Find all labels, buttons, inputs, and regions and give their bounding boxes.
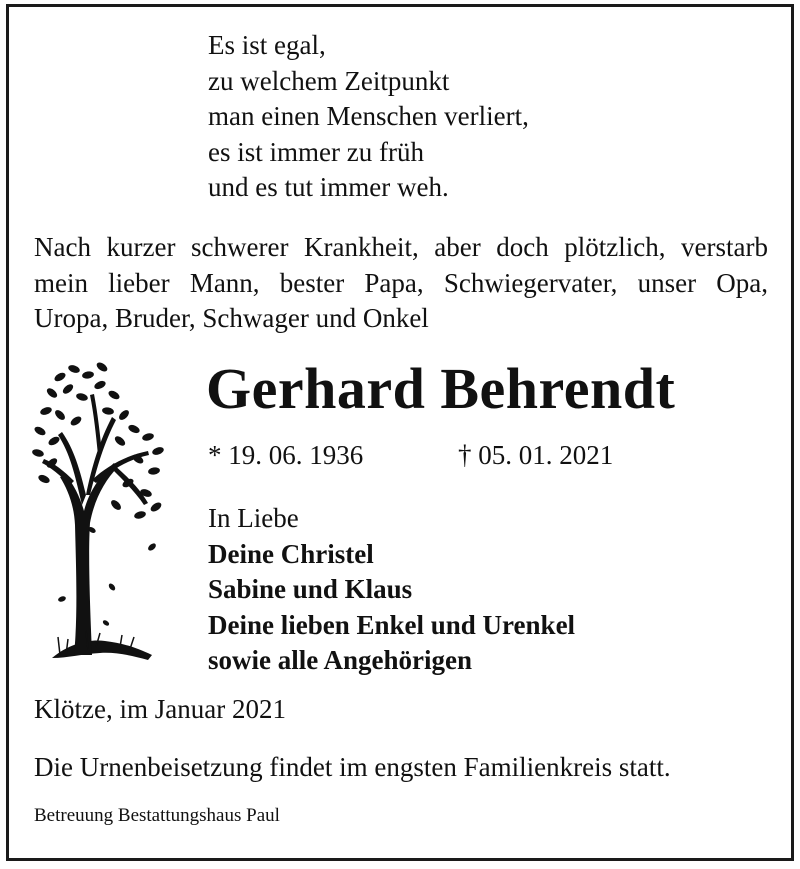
undertaker-credit: Betreuung Bestattungshaus Paul — [34, 805, 280, 826]
signers-opening: In Liebe — [208, 503, 299, 533]
signer-name: sowie alle Angehörigen — [208, 645, 472, 675]
tree-icon — [30, 355, 180, 665]
intro-line: Uropa, Bruder, Schwager und Onkel — [34, 303, 429, 333]
place-date: Klötze, im Januar 2021 — [34, 694, 286, 724]
intro-line: Nach kurzer schwerer Krankheit, aber doch plötzlich, verstarb — [34, 232, 768, 262]
signers — [208, 501, 575, 679]
intro-line: mein lieber Mann, bester Papa, Schwiegervater, unser Opa, — [34, 267, 768, 298]
signer-name: Deine lieben Enkel und Urenkel — [208, 609, 576, 640]
deceased-name: Gerhard Behrendt — [206, 356, 676, 421]
signer-name: Sabine und Klaus — [208, 574, 413, 604]
signer-name: Deine Christel — [208, 538, 374, 569]
poem-line: Es ist egal, — [208, 30, 326, 60]
life-dates — [208, 440, 614, 471]
burial-note: Die Urnenbeisetzung findet im engsten Familienkreis statt. — [34, 752, 671, 782]
intro-text — [34, 230, 768, 337]
poem-line: man einen Menschen verliert, — [208, 101, 529, 131]
poem-line: es ist immer zu früh — [208, 136, 424, 167]
poem-line: und es tut immer weh. — [208, 172, 449, 202]
falling-leaves — [57, 526, 157, 627]
poem — [208, 28, 529, 206]
poem-line: zu welchem Zeitpunkt — [208, 65, 450, 96]
death-date: † 05. 01. 2021 — [458, 440, 614, 470]
birth-date: * 19. 06. 1936 — [208, 440, 364, 470]
